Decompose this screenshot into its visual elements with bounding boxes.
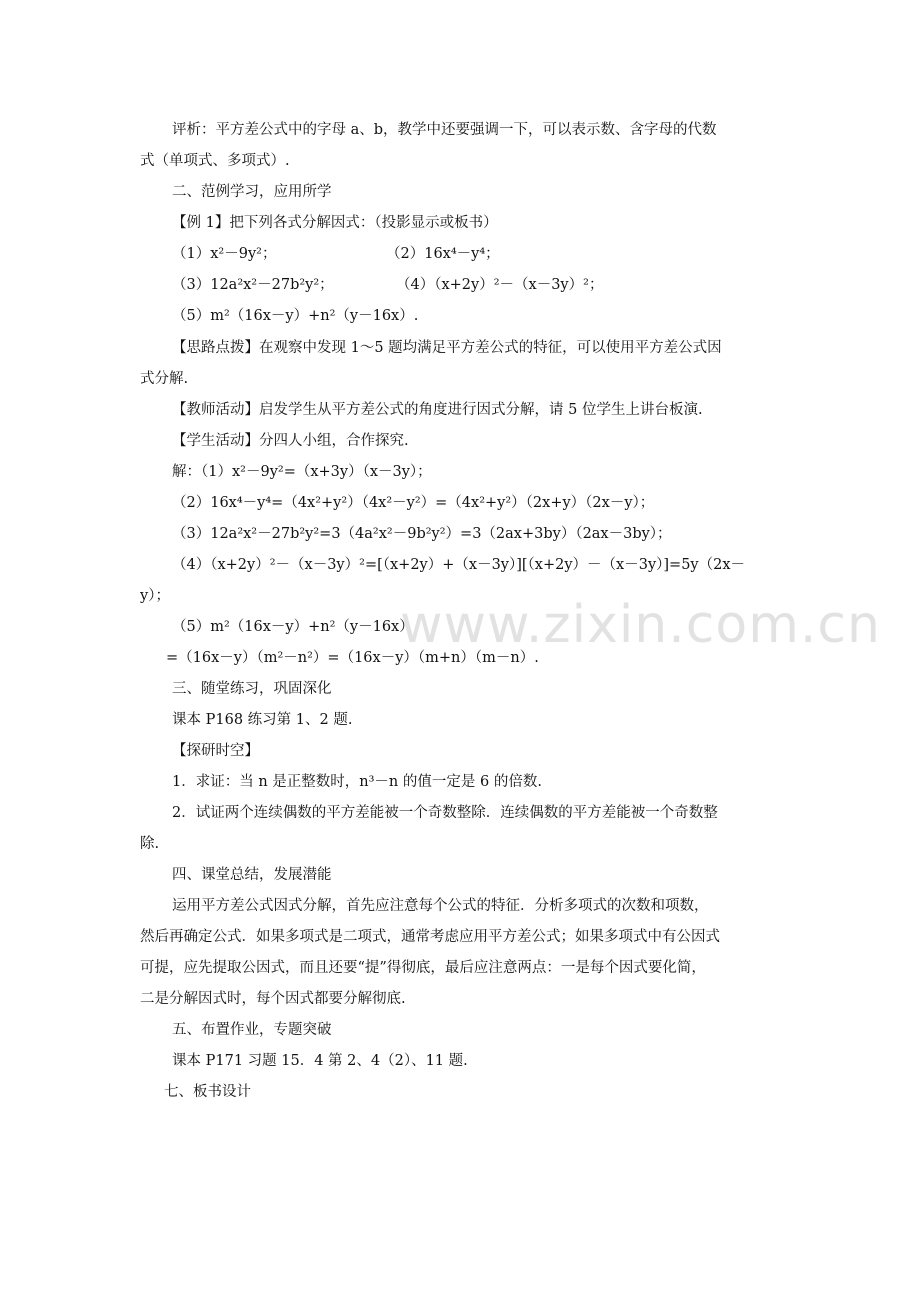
solution-4-cont: y）； <box>140 588 170 604</box>
explore-item-2-cont: 除. <box>140 836 160 852</box>
solution-4: （4）（x+2y）²－（x－3y）²=[（x+2y）+（x－3y）][（x+2y）－（x－3y）]=5y（2x－ <box>172 557 746 573</box>
summary-line: 运用平方差公式因式分解，首先应注意每个公式的特征．分析多项式的次数和项数， <box>172 898 709 914</box>
textbook-exercise: 课本 P168 练习第 1、2 题. <box>172 712 353 728</box>
homework-line: 课本 P171 习题 15．4 第 2、4（2）、11 题. <box>172 1053 468 1069</box>
problem-2: （2）16x⁴－y⁴； <box>386 246 500 262</box>
section-heading: 三、随堂练习，巩固深化 <box>172 681 332 697</box>
watermark: www.zixin.com.cn <box>400 595 881 655</box>
example-title: 【例 1】把下列各式分解因式：（投影显示或板书） <box>172 215 498 231</box>
solution-3: （3）12a²x²－27b²y²=3（4a²x²－9b²y²）=3（2ax+3by）（2ax－3by）； <box>172 526 672 542</box>
section-heading: 二、范例学习，应用所学 <box>172 184 332 200</box>
solution-5-cont: =（16x－y）（m²－n²）=（16x－y）（m+n）（m－n）. <box>166 650 539 666</box>
student-activity: 【学生活动】分四人小组，合作探究. <box>172 433 409 449</box>
hint-line: 【思路点拨】在观察中发现 1～5 题均满足平方差公式的特征，可以使用平方差公式因 <box>172 340 722 356</box>
summary-line: 二是分解因式时，每个因式都要分解彻底. <box>140 991 406 1007</box>
section-heading: 四、课堂总结，发展潜能 <box>172 867 332 883</box>
problem-4: （4）（x+2y）²－（x－3y）²； <box>396 277 604 293</box>
solution-5: （5）m²（16x－y）+n²（y－16x） <box>172 619 414 635</box>
solution-2: （2）16x⁴－y⁴=（4x²+y²）（4x²－y²）=（4x²+y²）（2x+y）（2x－y）； <box>172 495 655 511</box>
summary-line: 可提，应先提取公因式，而且还要“提”得彻底，最后应注意两点：一是每个因式要化简， <box>140 960 706 976</box>
problem-5: （5）m²（16x－y）+n²（y－16x）. <box>172 308 419 324</box>
comment-line: 评析：平方差公式中的字母 a、b，教学中还要强调一下，可以表示数、含字母的代数 <box>172 122 717 138</box>
section-heading: 五、布置作业，专题突破 <box>172 1022 332 1038</box>
summary-line: 然后再确定公式．如果多项式是二项式，通常考虑应用平方差公式；如果多项式中有公因式 <box>140 929 720 945</box>
hint-line-cont: 式分解. <box>140 371 189 387</box>
explore-item-1: 1．求证：当 n 是正整数时，n³－n 的值一定是 6 的倍数. <box>172 774 542 790</box>
teacher-activity: 【教师活动】启发学生从平方差公式的角度进行因式分解，请 5 位学生上讲台板演. <box>172 402 703 418</box>
problem-3: （3）12a²x²－27b²y²； <box>172 277 334 293</box>
solution-1: 解：（1）x²－9y²=（x+3y）（x－3y）； <box>172 464 432 480</box>
section-heading: 七、板书设计 <box>164 1084 251 1100</box>
explore-title: 【探研时空】 <box>172 743 259 759</box>
comment-line-cont: 式（单项式、多项式）. <box>140 153 290 169</box>
problem-1: （1）x²－9y²； <box>172 246 277 262</box>
explore-item-2: 2．试证两个连续偶数的平方差能被一个奇数整除．连续偶数的平方差能被一个奇数整 <box>172 805 718 821</box>
